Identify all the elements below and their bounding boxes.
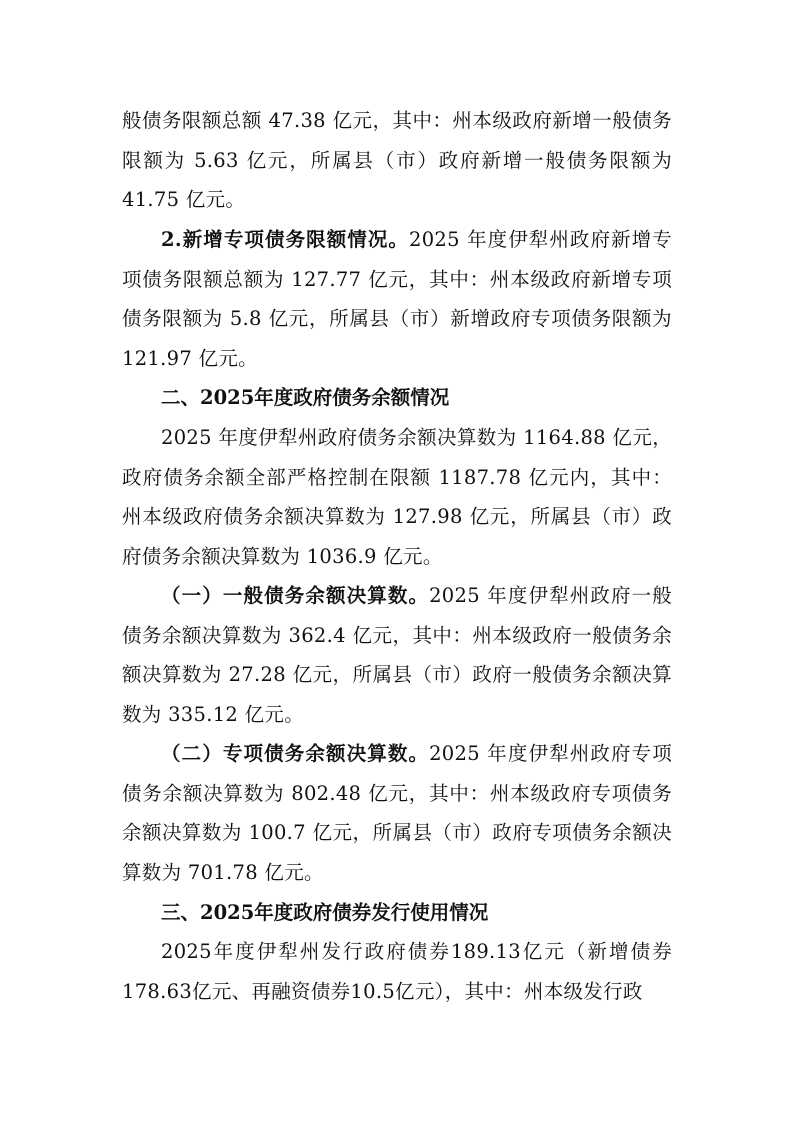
paragraph-debt-balance [122, 418, 672, 576]
paragraph-text: 2025 年度伊犁州政府债务余额决算数为 1164.88 亿元，政府债务余额全部严格控制在限额 1187.78 亿元内，其中：州本级政府债务余额决算数为 127.98 亿元，所属县（市）政府债务余额决算数为 1036.9 亿元。 [122, 426, 672, 568]
paragraph-text: 2025 年度伊犁州政府一般债务余额决算数为 362.4 亿元，其中：州本级政府一般债务余额决算数为 27.28 亿元，所属县（市）政府一般债务余额决算数为 335.12 亿元。 [122, 584, 672, 726]
paragraph-bond-issuance [122, 932, 672, 1011]
paragraph-special-debt-balance [122, 734, 672, 892]
section-heading-bond-issuance: 三、2025年度政府债券发行使用情况 [161, 901, 489, 924]
paragraph-text: 2025 年度伊犁州政府专项债务余额决算数为 802.48 亿元，其中：州本级政府专项债务余额决算数为 100.7 亿元，所属县（市）政府专项债务余额决算数为 701.78 亿元。 [122, 742, 672, 884]
paragraph-lead: （二）专项债务余额决算数。 [161, 742, 430, 765]
paragraph-lead: 2.新增专项债务限额情况。 [161, 228, 409, 251]
paragraph-text: 2025 年度伊犁州政府新增专项债务限额总额为 127.77 亿元，其中：州本级政府新增专项债务限额为 5.8 亿元，所属县（市）新增政府专项债务限额为 121.97 亿元。 [122, 228, 672, 370]
section-heading-debt-balance: 二、2025年度政府债务余额情况 [161, 386, 450, 409]
paragraph-lead: （一）一般债务余额决算数。 [161, 584, 430, 607]
paragraph-special-debt-limit [122, 220, 672, 378]
paragraph-general-debt-limit [122, 101, 672, 220]
paragraph-text: 2025年度伊犁州发行政府债券189.13亿元（新增债券178.63亿元、再融资债券10.5亿元），其中：州本级发行政 [122, 940, 672, 1003]
paragraph-text: 般债务限额总额 47.38 亿元，其中：州本级政府新增一般债务限额为 5.63 亿元，所属县（市）政府新增一般债务限额为41.75 亿元。 [122, 109, 672, 211]
paragraph-general-debt-balance [122, 576, 672, 734]
